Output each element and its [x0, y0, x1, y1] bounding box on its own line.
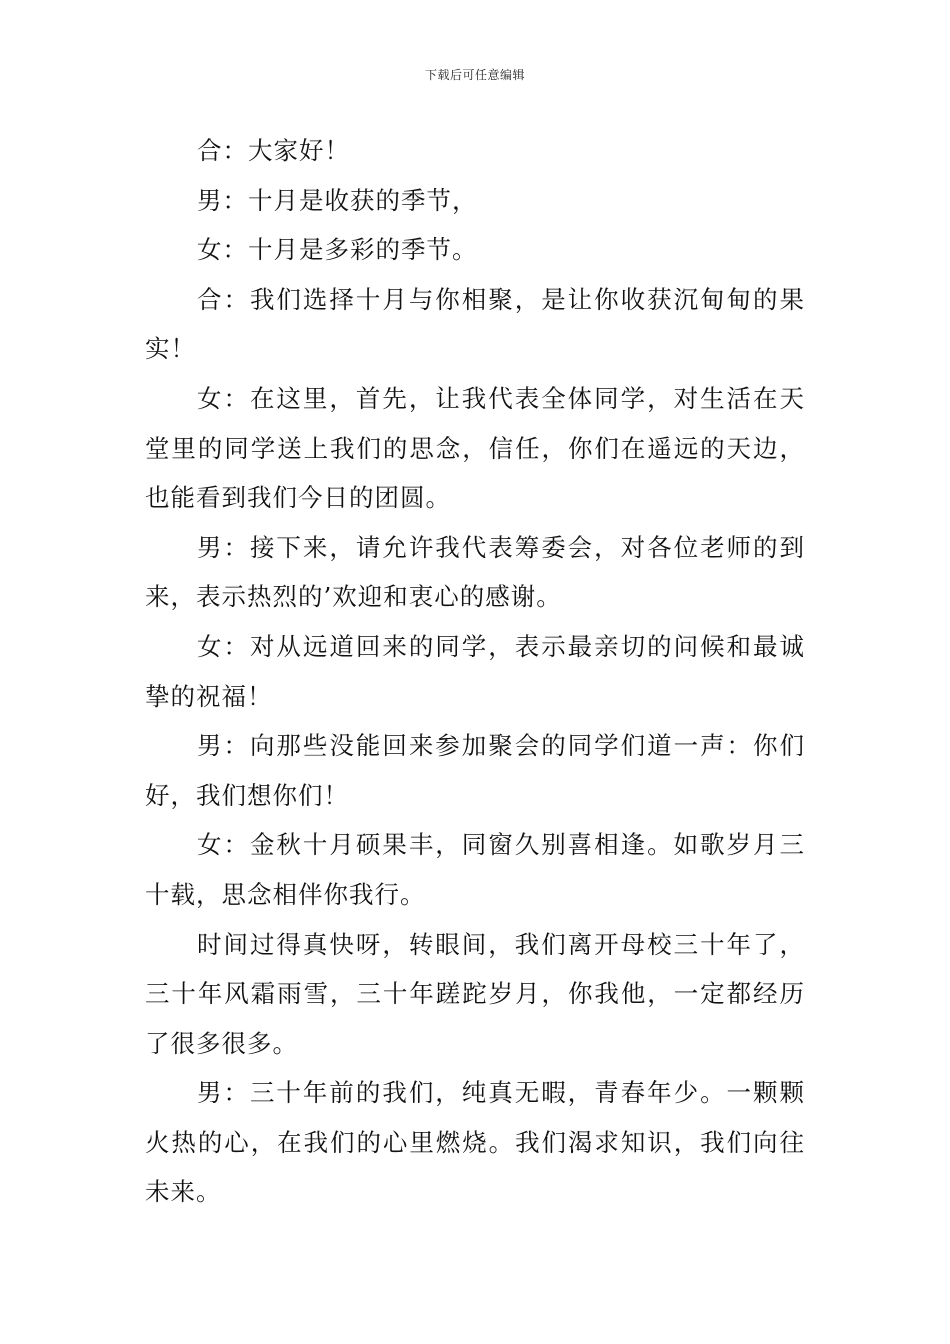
- paragraph: 女：金秋十月硕果丰，同窗久别喜相逢。如歌岁月三十载，思念相伴你我行。: [145, 830, 805, 909]
- document-body: [145, 126, 805, 1217]
- header-note: 下载后可任意编辑: [424, 68, 525, 82]
- paragraph: 合：我们选择十月与你相聚，是让你收获沉甸甸的果实！: [145, 284, 805, 364]
- paragraph: 女：对从远道回来的同学，表示最亲切的问候和最诚挚的祝福！: [145, 631, 805, 711]
- paragraph: 男：向那些没能回来参加聚会的同学们道一声：你们好，我们想你们！: [145, 731, 805, 810]
- paragraph: 女：十月是多彩的季节。: [197, 235, 478, 265]
- paragraph: 女：在这里，首先，让我代表全体同学，对生活在天堂里的同学送上我们的思念，信任，你们在遥远的天边，也能看到我们今日的团圆。: [145, 383, 805, 513]
- paragraph: 时间过得真快呀，转眼间，我们离开母校三十年了，三十年风霜雨雪，三十年蹉跎岁月，你我他，一定都经历了很多很多。: [145, 929, 805, 1058]
- paragraph: 合：大家好！: [197, 136, 350, 165]
- paragraph: 男：三十年前的我们，纯真无暇，青春年少。一颗颗火热的心，在我们的心里燃烧。我们渴求知识，我们向往未来。: [145, 1078, 805, 1207]
- paragraph: 男：接下来，请允许我代表筹委会，对各位老师的到来，表示热烈的’欢迎和衷心的感谢。: [145, 532, 805, 612]
- paragraph: 男：十月是收获的季节，: [197, 185, 478, 215]
